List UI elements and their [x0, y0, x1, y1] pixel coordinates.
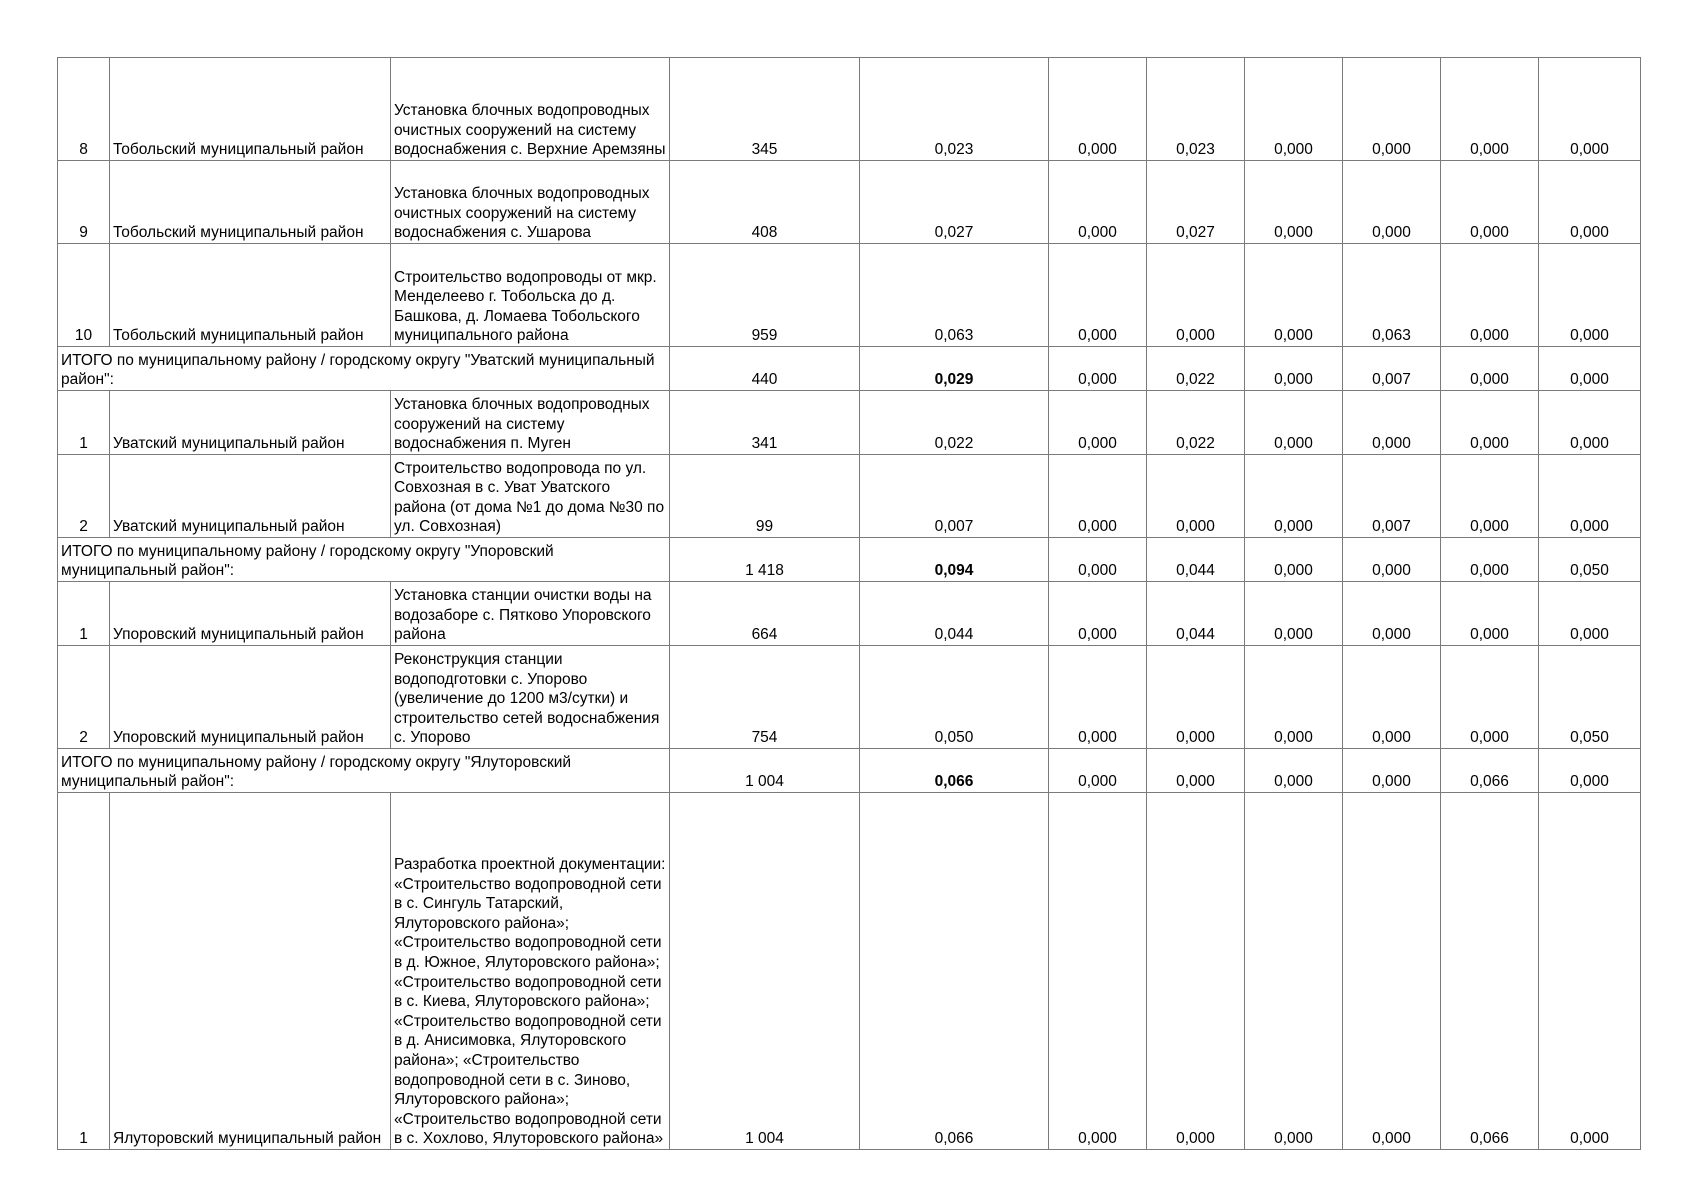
total-value: 0,023	[860, 58, 1049, 161]
municipality-name: Уватский муниципальный район	[110, 391, 391, 455]
row-number: 1	[58, 582, 110, 646]
municipality-name: Упоровский муниципальный район	[110, 646, 391, 749]
municipality-name: Тобольский муниципальный район	[110, 58, 391, 161]
cost-value: 345	[670, 58, 860, 161]
period-value: 0,000	[1343, 391, 1441, 455]
period-value: 0,000	[1147, 646, 1245, 749]
municipality-name: Тобольский муниципальный район	[110, 244, 391, 347]
period-value: 0,022	[1147, 391, 1245, 455]
project-description: Установка блочных водопроводных сооружений на систему водоснабжения п. Муген	[391, 391, 670, 455]
municipality-name: Упоровский муниципальный район	[110, 582, 391, 646]
period-value: 0,007	[1343, 455, 1441, 538]
period-value: 0,007	[1343, 347, 1441, 391]
period-value: 0,000	[1539, 793, 1641, 1150]
table-row	[58, 793, 1641, 1150]
period-value: 0,000	[1343, 58, 1441, 161]
cost-value: 99	[670, 455, 860, 538]
period-value: 0,000	[1441, 455, 1539, 538]
period-value: 0,044	[1147, 582, 1245, 646]
water-supply-projects-table	[57, 57, 1641, 1150]
period-value: 0,000	[1049, 749, 1147, 793]
period-value: 0,023	[1147, 58, 1245, 161]
period-value: 0,000	[1147, 244, 1245, 347]
project-description: Строительство водопровода по ул. Совхозная в с. Уват Уватского района (от дома №1 до дома №30 по ул. Совхозная)	[391, 455, 670, 538]
cost-value: 664	[670, 582, 860, 646]
row-number: 2	[58, 646, 110, 749]
table-row	[58, 244, 1641, 347]
period-value: 0,000	[1049, 244, 1147, 347]
total-row-label: ИТОГО по муниципальному району / городскому округу "Упоровский муниципальный район":	[58, 538, 670, 582]
total-row	[58, 749, 1641, 793]
period-value: 0,000	[1539, 455, 1641, 538]
period-value: 0,000	[1245, 646, 1343, 749]
period-value: 0,000	[1343, 646, 1441, 749]
table-row	[58, 161, 1641, 244]
period-value: 0,000	[1539, 58, 1641, 161]
municipality-name: Тобольский муниципальный район	[110, 161, 391, 244]
period-value: 0,000	[1245, 347, 1343, 391]
period-value: 0,000	[1441, 538, 1539, 582]
period-value: 0,000	[1147, 455, 1245, 538]
municipality-name: Уватский муниципальный район	[110, 455, 391, 538]
period-value: 0,000	[1245, 244, 1343, 347]
total-row	[58, 538, 1641, 582]
total-row-label: ИТОГО по муниципальному району / городскому округу "Ялуторовский муниципальный район":	[58, 749, 670, 793]
total-value: 0,044	[860, 582, 1049, 646]
period-value: 0,000	[1049, 161, 1147, 244]
period-value: 0,000	[1049, 455, 1147, 538]
period-value: 0,000	[1245, 58, 1343, 161]
table-row	[58, 646, 1641, 749]
period-value: 0,000	[1539, 582, 1641, 646]
period-value: 0,027	[1147, 161, 1245, 244]
period-value: 0,000	[1049, 347, 1147, 391]
period-value: 0,000	[1245, 391, 1343, 455]
table-row	[58, 455, 1641, 538]
period-value: 0,000	[1049, 793, 1147, 1150]
table-row	[58, 58, 1641, 161]
total-value: 0,050	[860, 646, 1049, 749]
total-value: 0,027	[860, 161, 1049, 244]
period-value: 0,000	[1049, 58, 1147, 161]
period-value: 0,000	[1245, 582, 1343, 646]
period-value: 0,022	[1147, 347, 1245, 391]
total-value: 0,066	[860, 749, 1049, 793]
period-value: 0,000	[1539, 347, 1641, 391]
total-value: 0,022	[860, 391, 1049, 455]
row-number: 10	[58, 244, 110, 347]
cost-value: 1 004	[670, 793, 860, 1150]
period-value: 0,000	[1441, 646, 1539, 749]
period-value: 0,000	[1245, 161, 1343, 244]
period-value: 0,000	[1049, 582, 1147, 646]
project-description: Установка станции очистки воды на водозаборе с. Пятково Упоровского района	[391, 582, 670, 646]
period-value: 0,000	[1049, 391, 1147, 455]
total-value: 0,094	[860, 538, 1049, 582]
period-value: 0,000	[1539, 161, 1641, 244]
period-value: 0,000	[1441, 391, 1539, 455]
period-value: 0,000	[1147, 793, 1245, 1150]
municipality-name: Ялуторовский муниципальный район	[110, 793, 391, 1150]
period-value: 0,000	[1441, 347, 1539, 391]
period-value: 0,000	[1049, 538, 1147, 582]
period-value: 0,000	[1539, 244, 1641, 347]
cost-value: 1 004	[670, 749, 860, 793]
cost-value: 440	[670, 347, 860, 391]
total-value: 0,029	[860, 347, 1049, 391]
table-row	[58, 582, 1641, 646]
cost-value: 1 418	[670, 538, 860, 582]
period-value: 0,000	[1441, 161, 1539, 244]
row-number: 9	[58, 161, 110, 244]
period-value: 0,000	[1343, 749, 1441, 793]
period-value: 0,063	[1343, 244, 1441, 347]
period-value: 0,050	[1539, 538, 1641, 582]
cost-value: 959	[670, 244, 860, 347]
table-row	[58, 391, 1641, 455]
project-description: Строительство водопроводы от мкр. Менделеево г. Тобольска до д. Башкова, д. Ломаева Тобольского муниципального района	[391, 244, 670, 347]
period-value: 0,066	[1441, 749, 1539, 793]
cost-value: 341	[670, 391, 860, 455]
period-value: 0,000	[1245, 538, 1343, 582]
total-row-label: ИТОГО по муниципальному району / городскому округу "Уватский муниципальный район":	[58, 347, 670, 391]
period-value: 0,050	[1539, 646, 1641, 749]
total-value: 0,063	[860, 244, 1049, 347]
period-value: 0,000	[1343, 582, 1441, 646]
period-value: 0,000	[1147, 749, 1245, 793]
period-value: 0,000	[1441, 582, 1539, 646]
total-row	[58, 347, 1641, 391]
cost-value: 754	[670, 646, 860, 749]
period-value: 0,000	[1245, 793, 1343, 1150]
project-description: Установка блочных водопроводных очистных сооружений на систему водоснабжения с. Верхние Аремзяны	[391, 58, 670, 161]
period-value: 0,000	[1343, 793, 1441, 1150]
period-value: 0,000	[1539, 391, 1641, 455]
period-value: 0,000	[1245, 455, 1343, 538]
period-value: 0,066	[1441, 793, 1539, 1150]
period-value: 0,000	[1343, 538, 1441, 582]
row-number: 1	[58, 391, 110, 455]
cost-value: 408	[670, 161, 860, 244]
period-value: 0,044	[1147, 538, 1245, 582]
period-value: 0,000	[1441, 58, 1539, 161]
period-value: 0,000	[1049, 646, 1147, 749]
table-body	[58, 58, 1641, 1150]
project-description: Реконструкция станции водоподготовки с. Упорово (увеличение до 1200 м3/сутки) и строительство сетей водоснабжения с. Упорово	[391, 646, 670, 749]
project-description: Установка блочных водопроводных очистных сооружений на систему водоснабжения с. Ушарова	[391, 161, 670, 244]
row-number: 2	[58, 455, 110, 538]
period-value: 0,000	[1343, 161, 1441, 244]
total-value: 0,066	[860, 793, 1049, 1150]
period-value: 0,000	[1245, 749, 1343, 793]
row-number: 1	[58, 793, 110, 1150]
total-value: 0,007	[860, 455, 1049, 538]
row-number: 8	[58, 58, 110, 161]
period-value: 0,000	[1441, 244, 1539, 347]
period-value: 0,000	[1539, 749, 1641, 793]
project-description: Разработка проектной документации: «Строительство водопроводной сети в с. Сингуль Татарский, Ялуторовского района»; «Строительство водопроводной сети в д. Южное, Ялуторовского района»; «Строительство водопроводной сети в с. Киева, Ялуторовского района»; «Строительство водопроводной сети в д. Анисимовка, Ялуторовского района»; «Строительство водопроводной сети в с. Зиново, Ялуторовского района»; «Строительство водопроводной сети в с. Хохлово, Ялуторовского района»	[391, 793, 670, 1150]
